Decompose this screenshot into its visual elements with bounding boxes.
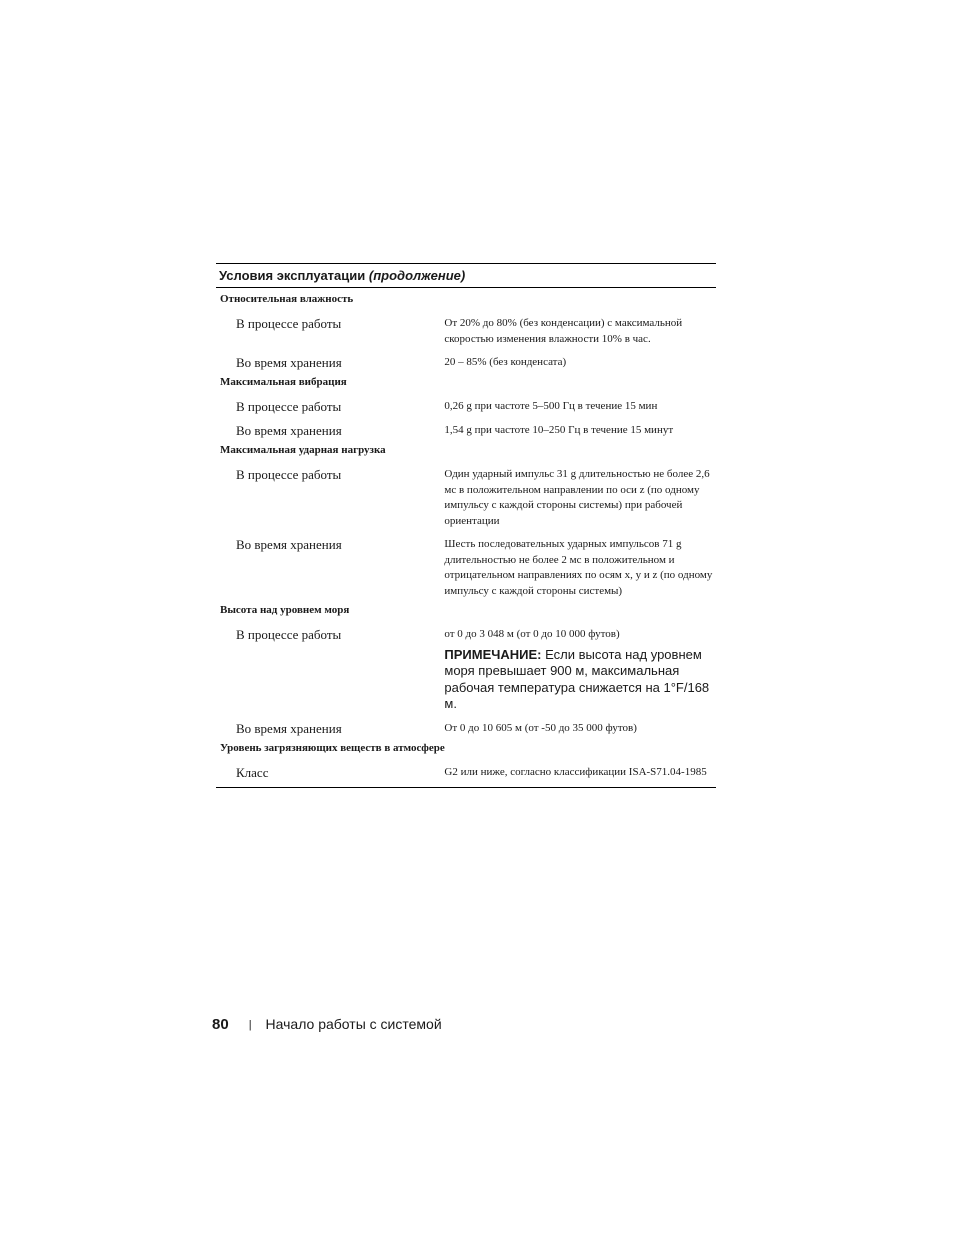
row-label: В процессе работы (236, 399, 342, 414)
table-title-text: Условия эксплуатации (219, 268, 366, 283)
row-value: Шесть последовательных ударных импульсов 71 g длительностью не более 2 мс в положительном и отрицательном направлениях по осям x, y и z (по одному импульсу с каждой стороны системы) (444, 538, 713, 597)
section-label-altitude: Высота над уровнем моря (220, 604, 350, 616)
table-row (216, 765, 716, 781)
note-text: Если высота над уровнем моря превышает 900 м, максимальная рабочая температура снижается на 1°F/168 м. (444, 646, 710, 711)
table-row (216, 399, 716, 415)
row-value-with-note (444, 627, 716, 713)
row-label: В процессе работы (236, 316, 342, 331)
table-row (216, 537, 716, 599)
row-value: 20 – 85% (без конденсата) (444, 356, 567, 368)
section-label-contaminants: Уровень загрязняющих веществ в атмосфере (220, 741, 445, 754)
footer-section-title: Начало работы с системой (265, 1016, 442, 1032)
row-value: 0,26 g при частоте 5–500 Гц в течение 15 мин (444, 400, 658, 412)
note-label: ПРИМЕЧАНИЕ: (444, 646, 542, 662)
row-value: Один ударный импульс 31 g длительностью не более 2,6 мс в положительном направлении по оси z (по одному импульсу с каждой стороны системы) при рабочей ориентации (444, 468, 710, 527)
row-value: от 0 до 3 048 м (от 0 до 10 000 футов) (444, 628, 620, 640)
footer-separator: | (248, 1019, 252, 1031)
row-label: Во время хранения (236, 355, 342, 370)
row-value: От 20% до 80% (без конденсации) с максимальной скоростью изменения влажности 10% в час. (444, 317, 683, 345)
section-label-humidity: Относительная влажность (220, 293, 354, 305)
row-label: Во время хранения (236, 720, 342, 736)
row-label: Во время хранения (236, 537, 342, 552)
spec-table (216, 263, 716, 788)
row-value: 1,54 g при частоте 10–250 Гц в течение 15 минут (444, 424, 674, 436)
section-label-shock: Максимальная ударная нагрузка (220, 444, 386, 456)
table-title-continued: (продолжение) (368, 268, 466, 283)
table-row (216, 627, 716, 713)
table-row (216, 316, 716, 347)
row-value: От 0 до 10 605 м (от -50 до 35 000 футов) (444, 721, 637, 734)
table-row (216, 355, 716, 371)
row-label: В процессе работы (236, 467, 342, 482)
row-label: Во время хранения (236, 423, 342, 438)
note (444, 647, 716, 713)
section-label-vibration: Максимальная вибрация (220, 376, 347, 388)
table-bottom-rule (216, 787, 716, 788)
row-label: Класс (236, 764, 269, 780)
page-number: 80 (212, 1016, 229, 1033)
row-value: G2 или ниже, согласно классификации ISA-S71.04-1985 (444, 765, 707, 778)
page-footer (212, 1014, 442, 1035)
table-row (216, 467, 716, 529)
table-row (216, 423, 716, 439)
table-row (216, 721, 716, 737)
table-title (216, 263, 716, 288)
row-label: В процессе работы (236, 627, 342, 642)
